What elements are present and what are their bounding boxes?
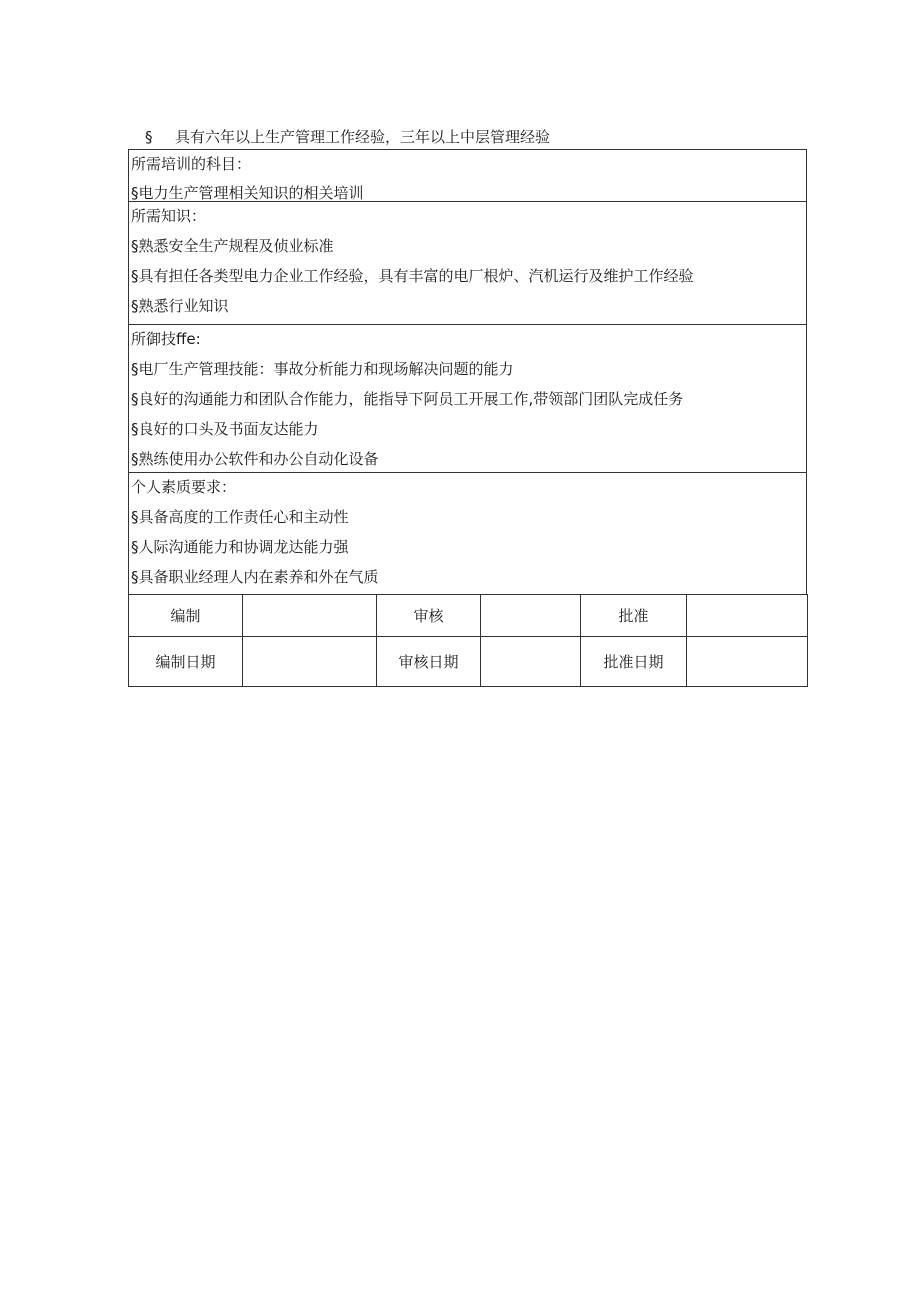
training-section xyxy=(128,149,807,201)
reviewed-by-field[interactable] xyxy=(481,595,581,637)
quality-title: 个人素质要求： xyxy=(131,478,237,496)
prepared-date-field[interactable] xyxy=(243,637,377,687)
prepared-date-label: 编制日期 xyxy=(129,637,243,687)
skills-section xyxy=(128,324,807,472)
quality-item: §具备高度的工作责任心和主动性 xyxy=(131,508,349,526)
quality-item: §人际沟通能力和协调龙达能力强 xyxy=(131,538,349,556)
approved-by-label: 批准 xyxy=(581,595,687,637)
skills-title: 所御技ffe: xyxy=(131,330,201,348)
approved-date-label: 批准日期 xyxy=(581,637,687,687)
prepared-by-label: 编制 xyxy=(129,595,243,637)
skills-item: §良好的沟通能力和团队合作能力，能指导下阿员工开展工作,带领部门团队完成任务 xyxy=(131,390,684,408)
approved-by-field[interactable] xyxy=(687,595,808,637)
quality-item: §具备职业经理人内在素养和外在气质 xyxy=(131,568,379,586)
requirement-line xyxy=(145,127,550,147)
signoff-date-row xyxy=(129,637,808,687)
reviewed-date-label: 审核日期 xyxy=(377,637,481,687)
bullet-mark: § xyxy=(145,128,153,146)
skills-item: §熟练使用办公软件和办公自动化设备 xyxy=(131,450,379,468)
signoff-table xyxy=(128,594,808,687)
knowledge-item: §熟悉安全生产规程及侦业标准 xyxy=(131,237,334,255)
training-item: §电力生产管理相关知识的相关培训 xyxy=(131,184,364,202)
prepared-by-field[interactable] xyxy=(243,595,377,637)
knowledge-item: §熟悉行业知识 xyxy=(131,297,229,315)
knowledge-item: §具有担任各类型电力企业工作经验，具有丰富的电厂根炉、汽机运行及维护工作经验 xyxy=(131,267,694,285)
training-title: 所需培训的科目： xyxy=(131,155,252,173)
skills-item: §良好的口头及书面友达能力 xyxy=(131,420,319,438)
reviewed-date-field[interactable] xyxy=(481,637,581,687)
approved-date-field[interactable] xyxy=(687,637,808,687)
reviewed-by-label: 审核 xyxy=(377,595,481,637)
quality-section xyxy=(128,472,807,594)
signoff-row xyxy=(129,595,808,637)
requirement-text: 具有六年以上生产管理工作经验，三年以上中层管理经验 xyxy=(175,128,551,146)
skills-item: §电厂生产管理技能：事故分析能力和现场解决问题的能力 xyxy=(131,360,514,378)
knowledge-section xyxy=(128,201,807,324)
knowledge-title: 所需知识： xyxy=(131,207,207,225)
